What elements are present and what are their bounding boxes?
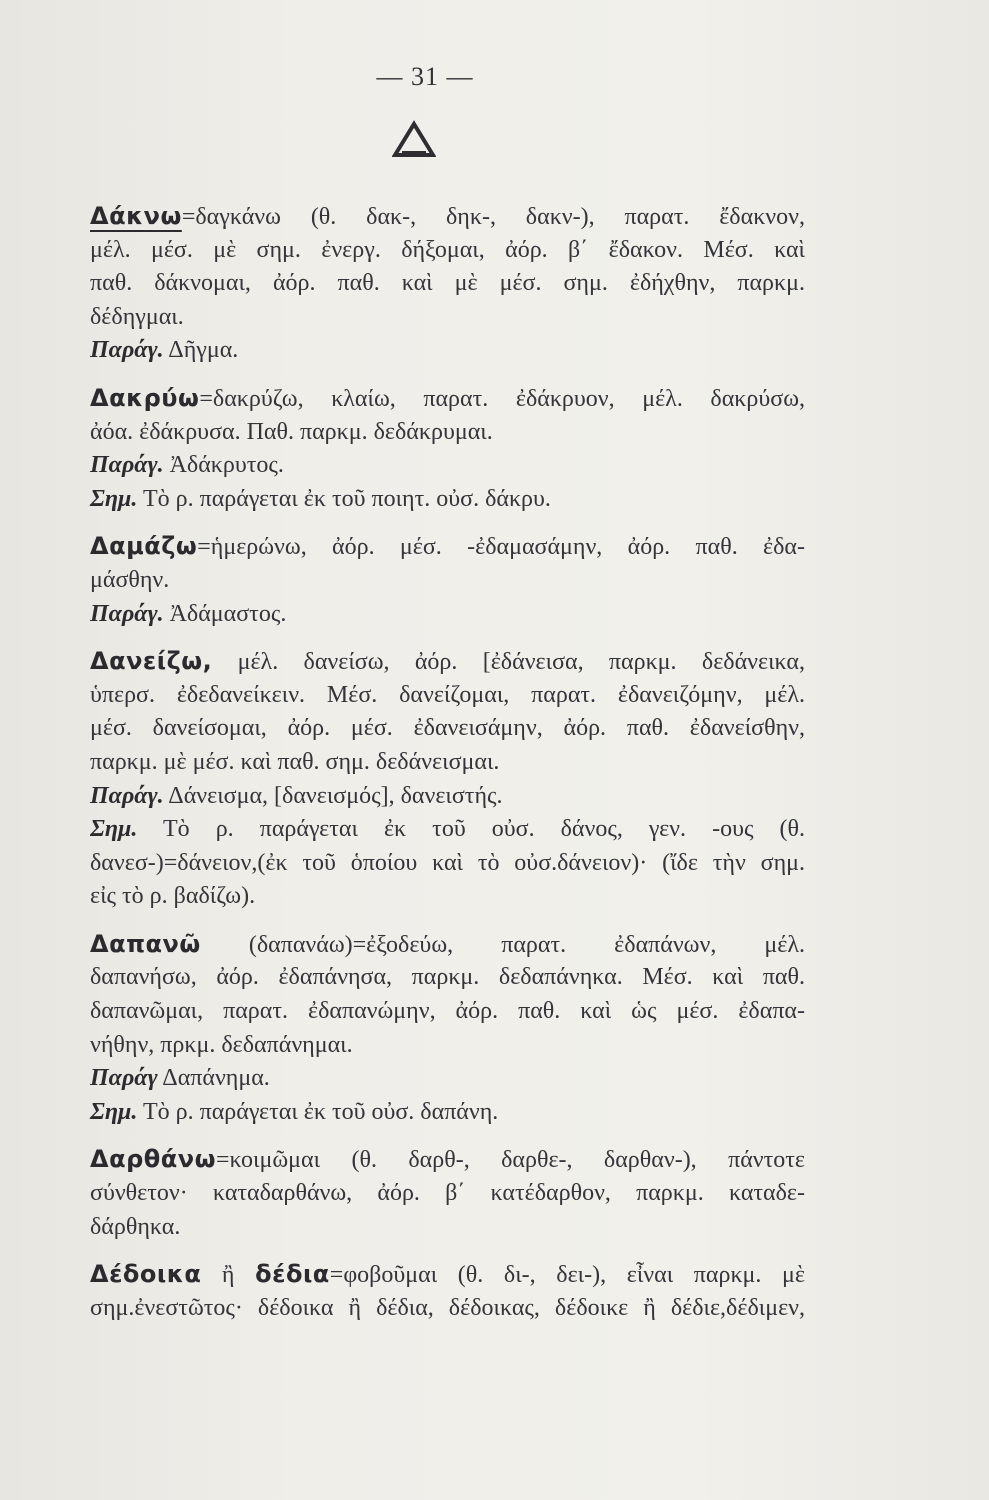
line-text: =δακρύζω, κλαίω, παρατ. ἐδάκρυον, μέλ. δακρύσω, xyxy=(199,385,805,412)
line-text: =δαγκάνω (θ. δακ-, δηκ-, δακν-), παρατ. ἔδακνον, xyxy=(181,204,805,230)
line-text: Δῆγμα. xyxy=(163,337,239,364)
headword: Δαμάζω xyxy=(90,532,198,561)
line-text: =κοιμῶμαι (θ. δαρθ-, δαρθε-, δαρθαν-), πάντοτε xyxy=(215,1147,805,1174)
text-line xyxy=(90,200,805,234)
text-line xyxy=(90,334,805,368)
text-line xyxy=(90,679,805,713)
delta-letter-icon xyxy=(392,120,436,160)
line-text: Τὸ ρ. παράγεται ἐκ τοῦ οὐσ. δάνος, γεν. -ους (θ. xyxy=(137,816,805,843)
page-number: — 31 — xyxy=(376,62,474,91)
line-text: Ἀδάκρυτος. xyxy=(163,452,284,479)
headword: Δακρύω xyxy=(90,383,200,412)
text-line xyxy=(90,267,805,301)
text-line xyxy=(90,1258,805,1292)
text-line xyxy=(90,598,805,632)
headword: δέδια xyxy=(255,1260,330,1289)
text-line xyxy=(90,995,805,1029)
line-text: ὑπερσ. ἐδεδανείκειν. Μέσ. δανείζομαι, παρατ. ἐδανειζόμην, μέλ. xyxy=(90,681,805,708)
text-line xyxy=(90,746,805,780)
line-text: μάσθην. xyxy=(90,566,170,593)
text-line xyxy=(90,1029,805,1063)
line-text: δέδηγμαι. xyxy=(90,303,184,330)
line-text: (δαπανάω)=ἐξοδεύω, παρατ. ἐδαπάνων, μέλ. xyxy=(200,931,805,958)
text-line xyxy=(90,301,805,335)
text-line xyxy=(90,234,805,268)
headword: Δάκνω xyxy=(90,202,182,230)
headword: Δέδοικα xyxy=(90,1260,202,1289)
entry-gap xyxy=(90,1129,805,1143)
line-text: =φοβοῦμαι (θ. δι-, δει-), εἶναι παρκμ. μὲ xyxy=(329,1262,805,1289)
line-text: Ἀδάμαστος. xyxy=(163,600,287,627)
text-line xyxy=(90,780,805,814)
line-text: παθ. δάκνομαι, ἀόρ. παθ. καὶ μὲ μέσ. σημ. ἐδήχθην, παρκμ. xyxy=(90,270,805,297)
line-text: ἀόα. ἐδάκρυσα. Παθ. παρκμ. δεδάκρυμαι. xyxy=(90,418,493,445)
line-text: Δαπάνημα. xyxy=(157,1065,270,1092)
entry-gap xyxy=(90,1244,805,1258)
line-text: Τὸ ρ. παράγεται ἐκ τοῦ οὐσ. δαπάνη. xyxy=(137,1098,499,1125)
text-line xyxy=(90,382,805,416)
text-line xyxy=(90,1177,805,1211)
text-line xyxy=(90,530,805,564)
line-text: σύνθετον· καταδαρθάνω, ἀόρ. β΄ κατέδαρθον, παρκμ. καταδε- xyxy=(90,1180,805,1207)
text-line xyxy=(90,961,805,995)
section-label: Σημ. xyxy=(90,485,138,512)
text-line xyxy=(90,1062,805,1096)
section-label: Σημ. xyxy=(90,816,138,843)
text-line xyxy=(90,1292,805,1326)
entry-gap xyxy=(90,516,805,530)
dictionary-body xyxy=(90,200,805,1325)
text-line xyxy=(90,1096,805,1130)
text-line xyxy=(90,712,805,746)
line-text: μέλ. δανείσω, ἀόρ. [ἐδάνεισα, παρκμ. δεδάνεικα, xyxy=(212,649,805,676)
line-text: δάρθηκα. xyxy=(90,1213,181,1240)
text-line xyxy=(90,1211,805,1245)
text-line xyxy=(90,483,805,517)
text-line xyxy=(90,416,805,450)
line-text: εἰς τὸ ρ. βαδίζω). xyxy=(90,883,256,910)
section-label: Παράγ. xyxy=(90,452,164,479)
line-text: δαπανήσω, ἀόρ. ἐδαπάνησα, παρκμ. δεδαπάνηκα. Μέσ. καὶ παθ. xyxy=(90,964,805,991)
text-line xyxy=(90,847,805,881)
line-text: Δάνεισμα, [δανεισμός], δανειστής. xyxy=(163,782,503,809)
line-text: νήθην, πρκμ. δεδαπάνημαι. xyxy=(90,1031,353,1058)
section-letter xyxy=(0,120,828,164)
text-line xyxy=(90,449,805,483)
section-label: Παράγ. xyxy=(90,337,164,364)
text-line xyxy=(90,645,805,679)
headword: Δανείζω, xyxy=(90,647,213,676)
text-line xyxy=(90,1143,805,1177)
section-label: Σημ. xyxy=(90,1098,138,1125)
text-line xyxy=(90,928,805,962)
line-text: Τὸ ρ. παράγεται ἐκ τοῦ ποιητ. οὐσ. δάκρυ. xyxy=(137,485,551,512)
line-text: μέσ. δανείσομαι, ἀόρ. μέσ. ἐδανεισάμην, ἀόρ. παθ. ἐδανείσθην, xyxy=(90,715,805,742)
text-line xyxy=(90,813,805,847)
section-label: Παράγ. xyxy=(90,600,164,627)
line-text: μέλ. μέσ. μὲ σημ. ἐνεργ. δήξομαι, ἀόρ. β΄ ἔδακον. Μέσ. καὶ xyxy=(90,236,805,263)
section-label: Παράγ. xyxy=(90,782,164,809)
line-text: δανεσ-)=δάνειον,(ἐκ τοῦ ὁποίου καὶ τὸ οὐσ.δάνειον)· (ἴδε τὴν σημ. xyxy=(90,849,805,876)
line-text: δαπανῶμαι, παρατ. ἐδαπανώμην, ἀόρ. παθ. καὶ ὡς μέσ. ἐδαπα- xyxy=(90,998,805,1025)
text-line xyxy=(90,880,805,914)
headword: Δαρθάνω xyxy=(90,1145,216,1174)
entry-gap xyxy=(90,631,805,645)
section-label: Παράγ xyxy=(90,1065,158,1092)
line-text: =ἡμερώνω, ἀόρ. μέσ. -ἐδαμασάμην, ἀόρ. παθ. ἐδα- xyxy=(197,534,805,561)
entry-gap xyxy=(90,914,805,928)
text-line xyxy=(90,564,805,598)
line-text: ἢ xyxy=(201,1262,256,1289)
headword: Δαπανῶ xyxy=(90,929,201,958)
line-text: σημ.ἐνεστῶτος· δέδοικα ἢ δέδια, δέδοικας, δέδοικε ἢ δέδιε,δέδιμεν, xyxy=(90,1294,805,1321)
entry-gap xyxy=(90,368,805,382)
line-text: παρκμ. μὲ μέσ. καὶ παθ. σημ. δεδάνεισμαι. xyxy=(90,748,500,775)
